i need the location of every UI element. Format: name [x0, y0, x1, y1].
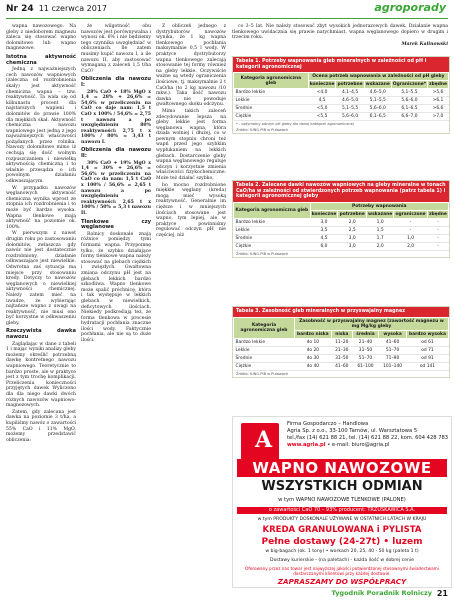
- table-caption: Tabela 3. Zasobność gleb mineralnych w przyswajalny magnez: [233, 307, 449, 317]
- table-cell: >6,6: [428, 105, 449, 113]
- table-1: [232, 56, 450, 134]
- ad-title-2: WSZYSTKICH ODMIAN: [261, 479, 423, 494]
- table-cell: -: [427, 226, 448, 234]
- ad-line: w tym PRODUKTY DOSKONALE UŻYWANE W OSTATNICH LATACH W KRAJU: [257, 517, 427, 522]
- table-source: Źródło: IUNG-PIB w Puławach: [236, 371, 289, 376]
- ad-header: [233, 417, 451, 457]
- table-cell: >7,0: [428, 113, 449, 121]
- table-row: [234, 105, 449, 113]
- column-header: Kategoria agronomiczna gleb: [234, 202, 311, 218]
- table-3: [232, 306, 450, 378]
- column-header: wskazane: [365, 82, 390, 88]
- table-cell: 31–50: [331, 354, 352, 362]
- table-cell: od 141: [406, 362, 448, 370]
- table-cell: 2,0: [394, 242, 428, 250]
- header-rule: [6, 18, 448, 19]
- row-label: Ciężkie: [234, 362, 295, 370]
- table-cell: 5,6–6,0: [364, 105, 391, 113]
- table-row: [234, 242, 449, 250]
- ad-band: o zawartości CaO 70 – 93% producent: TRZUSKAWICA S.A.: [237, 507, 447, 514]
- table-cell: 6,1–6,5: [364, 113, 391, 121]
- table-row: [234, 346, 449, 354]
- ad-call-to-action: ZAPRASZAMY DO WSPÓŁPRACY: [277, 577, 407, 586]
- paragraph: W pierwszym z nawet drugim roku po zastosowaniu dolomitów, zwłaszcza gdy nawóz nie jest dostatecznie rozdrobniony, działanie odkwaszające jest niewielkie. Odwrotna zaś sytuacja ma miejsce przy stosowaniu kredy. Dotyczy to nawozów węglanowych o niewielkiej aktywności chemicznej. Należy zatem mieć na uwadze, że wybierając najtańsze wapno z uwagi na reaktywność, nie musi ono być korzystne w odkwaszeniu gleby.: [6, 231, 76, 326]
- table-cell: 1,7: [366, 234, 393, 242]
- paragraph: bo mocno rozdrobnione miękkie węglany (kreda) mogą mieć wysoką reaktywność. Generalnie im cięższe i w mniejszych ilościach stosowane jest wapno, tym lepiej, ale w praktyce powinniśmy regulować odczyn pH nie częściej, niż: [156, 182, 226, 238]
- article-column-1: [6, 24, 76, 444]
- advertisement: [232, 416, 452, 588]
- calc-heading: Obliczenia dla nawozu II:: [81, 147, 151, 160]
- ad-subtitle: w tym WAPNO NAWOZOWE TLENKOWE (PALONE): [278, 497, 406, 503]
- table-cell: 1,0: [366, 218, 393, 226]
- table-cell: 5,6–6,0: [336, 113, 364, 121]
- table-source: Źródło: IUNG-PIB w Puławach: [236, 251, 289, 256]
- ad-packaging: w big-bagach (ok. 1 tony) • workach 20, 25, 40 - 50 kg (paleta 1 t): [265, 549, 419, 554]
- table-cell: 11–20: [331, 338, 352, 346]
- table-cell: -: [394, 218, 428, 226]
- table-cell: 2,0: [338, 218, 366, 226]
- table-cell: 41–60: [331, 362, 352, 370]
- table-cell: -: [427, 218, 448, 226]
- paragraph: co 3–5 lat. Nie należy stosować zbyt wysokich jednorazowych dawek. Działanie wapna tlenkowego uwidacznia się prawie natychmiast, wapna węglanowego dopiero w drugim i trzecim roku.: [232, 24, 448, 41]
- subheading: Istotna aktywność chemiczna: [6, 53, 76, 66]
- table-row: [234, 113, 449, 121]
- table-row: [234, 338, 449, 346]
- ad-website-link[interactable]: www.agria.pl: [287, 442, 326, 448]
- table-cell: 3,5: [310, 226, 338, 234]
- column-header: bardzo niska: [294, 330, 331, 338]
- paragraph: Mimo takich zaleceń zdecydowanie lepsza na gleby lekkie jest forma węglanowa wapna, która działa wolniej i dłużej, co w pewnym stopniu chroni też wapń przed jego szybkim wypłukaniem na lekkich glebach. Dostarczenie gleby wapna węglanowego reguluje odczyn i korzystnie zmienia właściwości fizykochemiczne. Może też działać szybko,: [156, 108, 226, 182]
- table-cell: -: [427, 234, 448, 242]
- table-source: Źródło: IUNG-PIB w Puławach: [236, 128, 289, 133]
- column-header: Ograniczone*: [392, 82, 427, 88]
- article-column-4: [232, 24, 448, 48]
- table-cell: 3,0: [338, 234, 366, 242]
- column-header: konieczne: [309, 82, 335, 88]
- publication-name: Tygodnik Poradnik Rolniczy: [331, 589, 432, 597]
- table-row: [234, 226, 449, 234]
- page-header: [0, 0, 454, 20]
- row-label: Lekkie: [234, 346, 295, 354]
- table-cell: 4,5: [310, 234, 338, 242]
- table-row: [234, 234, 449, 242]
- table-cell: 101–140: [379, 362, 407, 370]
- table-row: [234, 354, 449, 362]
- table-cell: 2,0: [366, 242, 393, 250]
- table-cell: 51–70: [379, 346, 407, 354]
- column-header: wysoka: [379, 330, 407, 338]
- table-cell: -: [427, 242, 448, 250]
- column-header: niska: [331, 330, 352, 338]
- agria-logo: A: [241, 423, 279, 461]
- table-row: [234, 218, 449, 226]
- row-label: Ciężkie: [234, 113, 309, 121]
- table-cell: 3,0: [338, 242, 366, 250]
- column-header: potrzebne: [339, 211, 365, 217]
- data-table: [233, 317, 449, 371]
- column-header: konieczne: [311, 211, 337, 217]
- paragraph: Z obliczeń jednego z dystrybutorów nawozów wynika, że 1 kg wapna tlenkowego pochłania maksymalnie 0,5 l wody. W praktyce dystrybutorzy wapna tlenkowego zalecają stosowanie tej formy również na gleby lekkie. Oczywiście ważne są wtedy ograniczenia ilościowe, tj. maksymalnie 2 t CaO/ha (to 2 kg nawozu /10 mkw.). Taka ilość nawozu dawka nie powoduje gwałtownego skoku odczynu.: [156, 24, 226, 108]
- table-cell: <5,0: [308, 105, 336, 113]
- table-cell: 6,6–7,0: [391, 113, 427, 121]
- paragraph: wapna nawozowego. Na gleby z niedoborem magnezu zaleca się stosować wapno dolomitowe lub wapno magnezowe.: [6, 24, 76, 52]
- column-header: Kategoria agronomiczna gleb: [234, 73, 309, 89]
- column-header: ograniczone: [395, 211, 426, 217]
- article-column-2: [81, 24, 151, 345]
- ad-phone: tel./fax (14) 621 88 21, tel. (14) 621 88 22, kom. 604 428 783: [287, 435, 449, 441]
- table-cell: 6,1–6,5: [391, 105, 427, 113]
- data-table: [233, 202, 449, 251]
- column-header: bardzo wysoka: [406, 330, 448, 338]
- table-cell: 4,6–5,0: [364, 89, 391, 97]
- ad-company: Firma Gospodarczo – Handlowa: [287, 421, 369, 427]
- table-cell: od 71: [406, 346, 448, 354]
- table-cell: 21–40: [352, 338, 379, 346]
- table-row: [234, 89, 449, 97]
- table-cell: 41–60: [379, 338, 407, 346]
- row-label: Ciężkie: [234, 242, 311, 250]
- paragraph: Zaglądając w dane z tabeli 1 i mając wyniki analizy gleby możemy określić potrzebną dawkę kontretnego nawozu wapniowego. Teoretycznie to bardzo proste, ale w praktyce jest z tym trochę komplikacji. Przeliczeniu konieczności przyjętych dawek Wyliczono dla dla niego dawki dwóch różnych nawozów wapniowo-magnezowych.: [6, 341, 76, 409]
- ad-product: KREDA GRANULOWANA i PYLISTA: [262, 525, 422, 535]
- author-signature: Marek Kalinowski: [401, 41, 448, 47]
- column-header: zbędne: [428, 211, 447, 217]
- paragraph: że wilgotność obu nawozów jest porównywalna i wynosi ok. 6% i nie będziemy tego czynnika uwzględniać w obliczeniach. Ile zatem musimy kupić nawozu I, a ile nawozu II, aby zastosować wymaganą z zaleceń 1,5 t/ha CaO?: [81, 24, 151, 74]
- table-cell: 6,0: [310, 242, 338, 250]
- table-body: [234, 218, 449, 250]
- table-note: * - optymalny odczyn pH gleby dla danej kategorii agronomicznej: [236, 122, 354, 127]
- ad-courier: Dostawy kurierskie - (na paletach) - każda ilość w dobrej cenie: [270, 558, 414, 563]
- table-body: [234, 338, 449, 370]
- table-cell: 4,1–4,5: [336, 89, 364, 97]
- table-cell: >5,6: [428, 89, 449, 97]
- data-table: [233, 72, 449, 121]
- table-cell: 4,6–5,0: [336, 97, 364, 105]
- group-header: Ocena potrzeb wapnowania w zależności od pH gleby: [308, 73, 448, 81]
- column-header: potrzebne: [337, 82, 363, 88]
- ad-delivery: Pełne dostawy (24-27t) • luzem: [261, 537, 423, 547]
- ad-address: Agria Sp. z o.o., 33-100 Tarnów, ul. Warsztatowa 5: [287, 428, 418, 434]
- table-cell: 5,1–5,5: [336, 105, 364, 113]
- table-cell: 2,5: [338, 226, 366, 234]
- table-cell: 51–70: [352, 354, 379, 362]
- row-label: Lekkie: [234, 97, 309, 105]
- paragraph: W przypadku nawozów węglanowych aktywność chemiczna wynika wprost ze stopnia ich rozdrobnienia i to może być bardzo wysoka. Wapna tlenkowe mają aktywność na poziomie ok. 100%.: [6, 185, 76, 230]
- paragraph: Rolnicy doskonale znają różnice pomiędzy tymi formami wapna. Przypomnę tylko, że szybko działające formy tlenkowe wapna należy stosować na glebach ciężkich i zwięzłych. Gwałtowna zmiana odczynu pH jest na glebach lekkich bardzo szkodliwa. Wapno tlenkowe może spalić próchnicę, która i tak występuje w lekkich glebach w niewielkich, deficytowych ilościach. Niekiedy podkreślają też, że forma tlenkowa w procesie hydratacji pochłania znaczne ilości wody. Faktycznie pochłania, ale nie są to duże ilości.: [81, 231, 151, 344]
- table-cell: <5,5: [308, 113, 336, 121]
- table-cell: 61–100: [352, 362, 379, 370]
- calc-text: 28% CaO + 18% MgO x 1,4 = 28% + 26,6% = 54,6% w przeliczeniu na CaO co daje nam: 1,5 t CaO x 100% / 54,6% = 2,75 t nawozu a po uwzględnieniu 80% reaktywności: 2,75 t x 100% / 80% = 3,43 t nawozu I.: [81, 89, 151, 145]
- table-body: [234, 89, 449, 121]
- page-number: 21: [436, 589, 448, 598]
- group-header: Potrzeby wapnowania: [310, 202, 449, 210]
- row-label: Średnie: [234, 354, 295, 362]
- table-cell: 31–50: [352, 346, 379, 354]
- column-header: średnia: [352, 330, 379, 338]
- table-cell: od 61: [406, 338, 448, 346]
- row-label: Lekkie: [234, 226, 311, 234]
- table-row: [234, 97, 449, 105]
- table-cell: 1,5: [366, 226, 393, 234]
- section-brand: agroporady: [374, 1, 446, 14]
- ad-quality-note: Oferowany przez nas towar jest najwyższej jakości potwierdzonej stosownymi świadectwami dostarczanymi klientowi przy każdej dostawie.: [245, 566, 439, 576]
- group-header: Zasobność w przyswajalny magnez (zawartość magnezu w mg Mg/kg gleby: [294, 317, 448, 330]
- table-cell: 5,1–5,5: [391, 89, 427, 97]
- table-cell: 4,5: [308, 97, 336, 105]
- ad-email-link[interactable]: • e-mail: biuro@agria.pl: [327, 442, 390, 448]
- paragraph: Jedną z najważniejszych cech nawozów wapniowych (zaleczna od rozdrobnienia skały) jest aktywność chemiczna wapna – tzw. reaktywność. Ta wała się od kilkunastu procent dla najstarszych wapieni i dolomitów do prawie 100% dla miękkich skał. Aktywność chemiczna nawozu wapniowego jest jedną z jego najważniejszych właściwości pożądanych przez rolnika. Nawozy dolomitowe mimo iż cechują się dość wolnym rozpuszczaniem i niewielką aktywnością chemiczną i to właśnie przesądza o ich powolnym działaniu odkwaszającym.: [6, 67, 76, 185]
- column-header: wskazane: [368, 211, 393, 217]
- table-caption: Tabela 2. Zalecane dawki nawozów wapniowych na gleby mineralne w tonach CaO/ha w zależności od stwierdzonych potrzeb wapnowania (patrz tabela 1) i kategorii agronomicznej gleby: [233, 181, 449, 202]
- table-cell: >6,1: [428, 97, 449, 105]
- table-cell: 1,0: [394, 234, 428, 242]
- subheading: Tlenkowe czy węglanowe: [81, 218, 151, 231]
- row-label: Średnie: [234, 234, 311, 242]
- table-cell: 5,6–6,0: [391, 97, 427, 105]
- table-cell: 3,0: [310, 218, 338, 226]
- table-cell: do 10: [294, 338, 331, 346]
- row-label: Bardzo lekkie: [234, 218, 311, 226]
- calc-heading: Obliczenia dla nawozu I:: [81, 76, 151, 88]
- table-cell: 5,1–5,5: [364, 97, 391, 105]
- row-label: Bardzo lekkie: [234, 89, 309, 97]
- table-cell: 21–30: [331, 346, 352, 354]
- table-2: [232, 180, 450, 258]
- table-cell: <4,0: [308, 89, 336, 97]
- row-label: Bardzo lekkie: [234, 338, 295, 346]
- row-label: Średnie: [234, 105, 309, 113]
- page-footer: [0, 589, 454, 600]
- ad-contact: [287, 421, 448, 449]
- calc-text: 30% CaO + 19% MgO x 1,4 = 30% + 26,6% = 56,6% w przeliczeniu na CaO co da nam: 1,5 t CaO x 100% / 56,6% = 2,65 t nawozu a po uwzględnieniu reaktywności: 2,65 t x 100% / 50% = 5,3 t nawozu II.: [81, 160, 151, 216]
- ad-title: WAPNO NAWOZOWE: [237, 459, 447, 477]
- table-row: [234, 362, 449, 370]
- table-caption: Tabela 1. Potrzeby wapnowania gleb mineralnych w zależności od pH i kategorii agronomicznej: [233, 57, 449, 72]
- column-header: zbędne: [429, 82, 447, 88]
- column-header: Kategoria agronomiczna gleb: [234, 317, 295, 338]
- subheading: Rzeczywista dawka nawozu: [6, 328, 76, 341]
- table-cell: 71–90: [379, 354, 407, 362]
- table-cell: od 91: [406, 354, 448, 362]
- article-column-3: [156, 24, 226, 240]
- table-cell: do 20: [294, 346, 331, 354]
- issue-info: Nr 24 11 czerwca 2017: [6, 4, 108, 14]
- paragraph: Zatem, gdy zalecana jest dawka na poziomie 3 t/ha, a kupiliśmy nawóz o zawartości 55% CaO i 11% MgO, możemy przedstawić obliczenia:: [6, 409, 76, 443]
- table-cell: -: [394, 226, 428, 234]
- table-cell: do 30: [294, 354, 331, 362]
- table-cell: do 40: [294, 362, 331, 370]
